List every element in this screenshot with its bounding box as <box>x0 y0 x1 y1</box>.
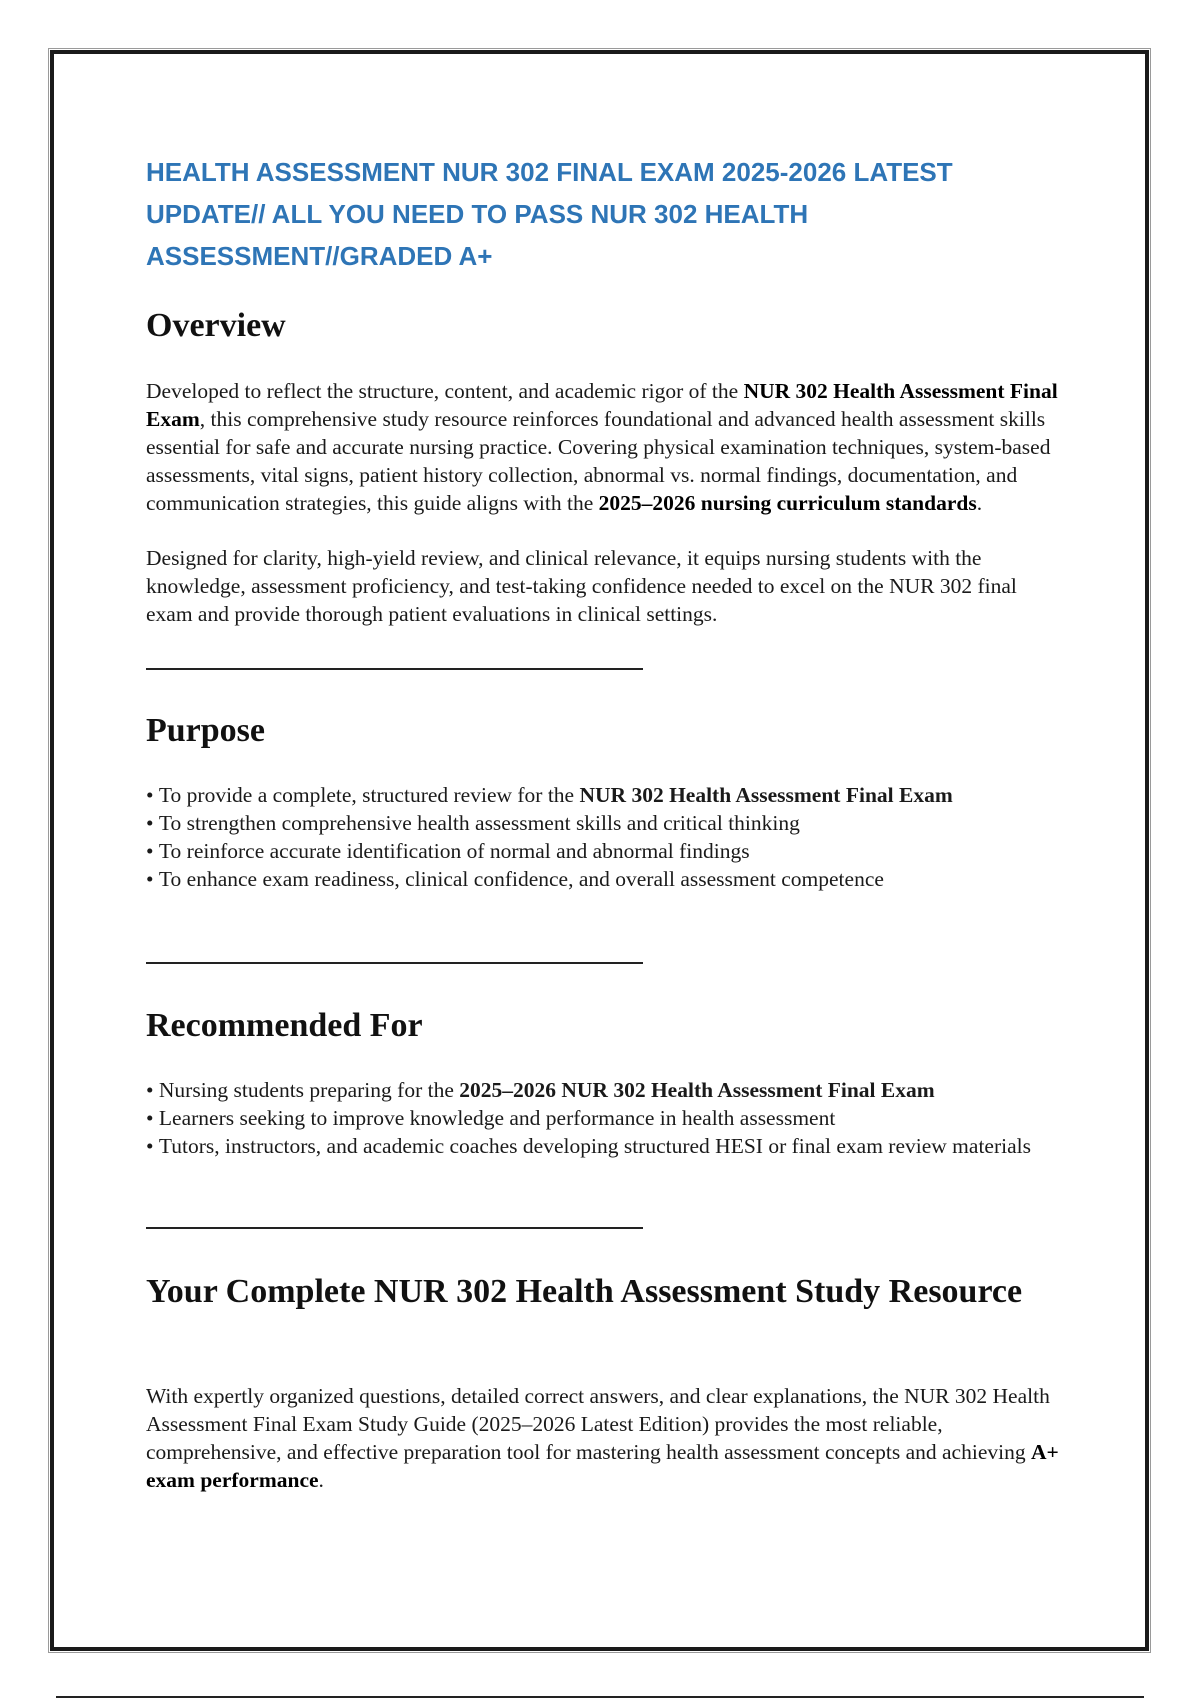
overview-text: Developed to reflect the structure, content, and academic rigor of the <box>146 379 744 403</box>
list-item <box>146 1076 1066 1104</box>
overview-paragraph-1 <box>146 377 1066 517</box>
list-item-bold: 2025–2026 NUR 302 Health Assessment Final Exam <box>459 1078 935 1102</box>
section-divider <box>146 1227 643 1229</box>
overview-bold-standards: 2025–2026 nursing curriculum standards <box>598 491 977 515</box>
list-item: • Learners seeking to improve knowledge and performance in health assessment <box>146 1104 1066 1132</box>
resource-paragraph <box>146 1382 1066 1494</box>
section-divider <box>146 668 643 670</box>
list-item-text: To provide a complete, structured review for the <box>158 783 580 807</box>
resource-heading: Your Complete NUR 302 Health Assessment Study Resource <box>146 1273 1023 1310</box>
document-title: HEALTH ASSESSMENT NUR 302 FINAL EXAM 2025-2026 LATEST UPDATE// ALL YOU NEED TO PASS NUR 302 HEALTH ASSESSMENT//GRADED A+ <box>146 157 953 271</box>
list-item: • To strengthen comprehensive health assessment skills and critical thinking <box>146 809 1066 837</box>
resource-text: . <box>318 1468 324 1492</box>
purpose-heading: Purpose <box>146 712 265 749</box>
list-item: • To enhance exam readiness, clinical confidence, and overall assessment competence <box>146 865 1066 893</box>
list-item <box>146 781 1066 809</box>
overview-bold-exam: NUR 302 Health Assessment Final Exam <box>146 379 1058 431</box>
list-item-text: Nursing students preparing for the <box>158 1078 460 1102</box>
overview-text: , this comprehensive study resource reinforces foundational and advanced health assessment skills essential for safe and accurate nursing practice. Covering physical examination techniques, system-based assessments, vital signs, patient history collection, abnormal vs. normal findings, documentation, and communication strategies, this guide aligns with the <box>146 407 1051 515</box>
overview-text: . <box>976 491 983 515</box>
recommended-heading: Recommended For <box>146 1007 423 1044</box>
section-divider <box>146 962 643 964</box>
overview-paragraph-2: Designed for clarity, high-yield review, and clinical relevance, it equips nursing students with the knowledge, assessment proficiency, and test-taking confidence needed to excel on the NUR 302 final exam and provide thorough patient evaluations in clinical settings. <box>146 546 1017 626</box>
list-item: • To reinforce accurate identification of normal and abnormal findings <box>146 837 1066 865</box>
page-bottom-rule <box>56 1696 1144 1698</box>
resource-bold: A+ exam performance <box>146 1440 1059 1492</box>
recommended-list <box>146 1076 1066 1160</box>
overview-heading: Overview <box>146 307 286 344</box>
purpose-list <box>146 781 1066 893</box>
list-item-bold: NUR 302 Health Assessment Final Exam <box>579 783 953 807</box>
resource-text: With expertly organized questions, detailed correct answers, and clear explanations, the NUR 302 Health Assessment Final Exam Study Guide (2025–2026 Latest Edition) provides the most reliable, comprehensive, and effective preparation tool for mastering health assessment concepts and achieving <box>146 1384 1050 1464</box>
list-item: • Tutors, instructors, and academic coaches developing structured HESI or final exam review materials <box>146 1132 1066 1160</box>
